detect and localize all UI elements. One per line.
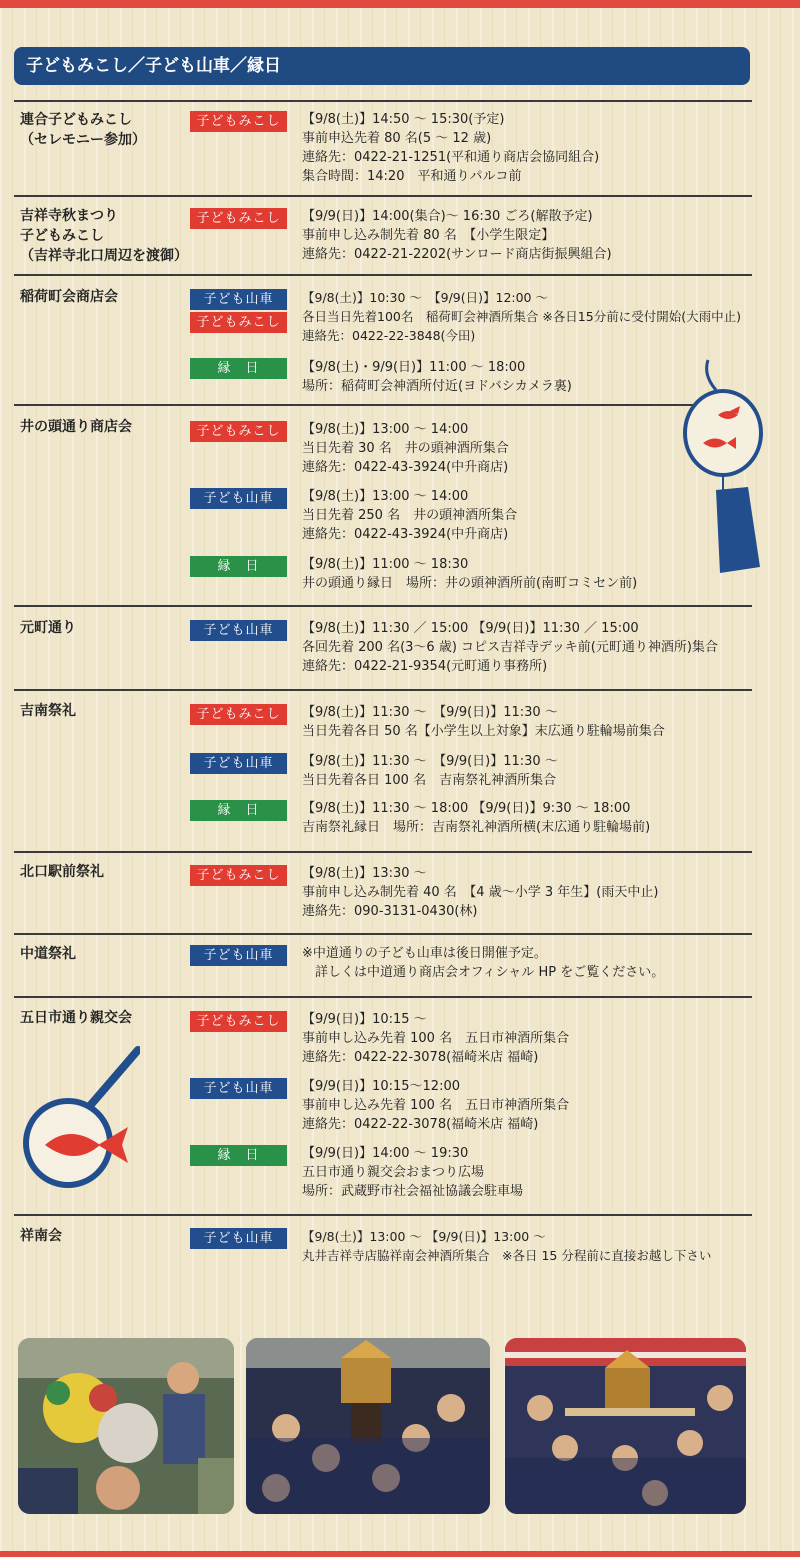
org-name: 北口駅前祭礼 bbox=[20, 864, 104, 880]
divider bbox=[14, 100, 752, 102]
festival-photo bbox=[18, 1338, 234, 1514]
event-info: 【9/8(土)】11:30 〜 【9/9(日)】11:30 〜 当日先着各日 50 名【小学生以上対象】末広通り駐輪場前集合 bbox=[302, 705, 665, 739]
event-info: 【9/8(土)・9/9(日)】11:00 〜 18:00 場所：稲荷町会神酒所付近(ヨドバシカメラ裏) bbox=[302, 360, 572, 394]
badge-kodomo-mikoshi: 子どもみこし bbox=[190, 704, 287, 725]
top-accent-bar bbox=[0, 0, 800, 8]
divider bbox=[14, 195, 752, 197]
badge-ennichi: 縁 日 bbox=[190, 556, 287, 577]
badge-ennichi: 縁 日 bbox=[190, 800, 287, 821]
badge-kodomo-mikoshi: 子どもみこし bbox=[190, 312, 287, 333]
divider bbox=[14, 689, 752, 691]
divider bbox=[14, 605, 752, 607]
badge-kodomo-dashi: 子ども山車 bbox=[190, 488, 287, 509]
event-info: 【9/8(土)】11:30 〜 【9/9(日)】11:30 〜 当日先着各日 100 名 吉南祭礼神酒所集合 bbox=[302, 754, 558, 788]
event-info: 【9/8(土)】13:00 〜 14:00 当日先着 30 名 井の頭神酒所集合 連絡先：0422-43-3924(中升商店) bbox=[302, 422, 509, 475]
event-info: 【9/8(土)】11:00 〜 18:30 井の頭通り縁日 場所：井の頭神酒所前(南町コミセン前) bbox=[302, 557, 638, 591]
bottom-accent-bar bbox=[0, 1551, 800, 1557]
divider bbox=[14, 1214, 752, 1216]
event-info: 【9/8(土)】11:30 ／ 15:00 【9/9(日)】11:30 ／ 15:00 各回先着 200 名(3〜6 歳) コピス吉祥寺デッキ前(元町通り神酒所)集合 連絡先：0422-21-9354(元町通り事務所) bbox=[302, 621, 718, 674]
badge-kodomo-dashi: 子ども山車 bbox=[190, 289, 287, 310]
section-title: 子どもみこし／子ども山車／縁日 bbox=[14, 47, 750, 85]
event-info: 【9/9(日)】14:00 〜 19:30 五日市通り親交会おまつり広場 場所：武蔵野市社会福祉協議会駐車場 bbox=[302, 1146, 524, 1199]
event-info: 【9/8(土)】13:00 〜 14:00 当日先着 250 名 井の頭神酒所集合 連絡先：0422-43-3924(中升商店) bbox=[302, 489, 518, 542]
badge-kodomo-dashi: 子ども山車 bbox=[190, 1078, 287, 1099]
badge-kodomo-dashi: 子ども山車 bbox=[190, 945, 287, 966]
org-name: 吉祥寺秋まつり 子どもみこし （吉祥寺北口周辺を渡御） bbox=[20, 208, 188, 264]
divider bbox=[14, 404, 752, 406]
org-name: 元町通り bbox=[20, 620, 76, 636]
event-info: ※中道通りの子ども山車は後日開催予定。 詳しくは中道通り商店会オフィシャル HP をご覧ください。 bbox=[302, 946, 665, 980]
event-info: 【9/8(土)】13:00 〜 【9/9(日)】13:00 〜 丸井吉祥寺店脇祥南会神酒所集合 ※各日 15 分程前に直接お越し下さい bbox=[302, 1229, 712, 1263]
event-info: 【9/9(日)】14:00(集合)〜 16:30 ごろ(解散予定) 事前申し込み制先着 80 名 【小学生限定】 連絡先：0422-21-2202(サンロード商店街振興組合) bbox=[302, 209, 612, 262]
festival-photo bbox=[505, 1338, 746, 1514]
badge-kodomo-mikoshi: 子どもみこし bbox=[190, 421, 287, 442]
badge-kodomo-mikoshi: 子どもみこし bbox=[190, 865, 287, 886]
badge-kodomo-mikoshi: 子どもみこし bbox=[190, 111, 287, 132]
event-info: 【9/8(土)】14:50 〜 15:30(予定) 事前申込先着 80 名(5 〜 12 歳) 連絡先：0422-21-1251(平和通り商店会協同組合) 集合時間：14:20 平和通りパルコ前 bbox=[302, 112, 600, 184]
divider bbox=[14, 274, 752, 276]
wind-chime-icon bbox=[678, 355, 788, 575]
divider bbox=[14, 851, 752, 853]
festival-photo bbox=[246, 1338, 490, 1514]
event-info: 【9/9(日)】10:15 〜 事前申し込み先着 100 名 五日市神酒所集合 連絡先：0422-22-3078(福崎米店 福崎) bbox=[302, 1012, 570, 1065]
event-info: 【9/9(日)】10:15〜12:00 事前申し込み先着 100 名 五日市神酒所集合 連絡先：0422-22-3078(福崎米店 福崎) bbox=[302, 1079, 570, 1132]
badge-kodomo-dashi: 子ども山車 bbox=[190, 620, 287, 641]
event-info: 【9/8(土)】13:30 〜 事前申し込み制先着 40 名 【4 歳〜小学 3 年生】(雨天中止) 連絡先：090-3131-0430(林) bbox=[302, 866, 659, 919]
badge-kodomo-mikoshi: 子どもみこし bbox=[190, 1011, 287, 1032]
org-name: 中道祭礼 bbox=[20, 946, 76, 962]
org-name: 井の頭通り商店会 bbox=[20, 419, 132, 435]
org-name: 連合子どもみこし （セレモニー参加） bbox=[20, 112, 146, 148]
divider bbox=[14, 933, 752, 935]
badge-ennichi: 縁 日 bbox=[190, 1145, 287, 1166]
event-info: 【9/8(土)】11:30 〜 18:00 【9/9(日)】9:30 〜 18:00 吉南祭礼縁日 場所：吉南祭礼神酒所横(末広通り駐輪場前) bbox=[302, 801, 651, 835]
event-info: 【9/8(土)】10:30 〜 【9/9(日)】12:00 〜 各日当日先着100名 稲荷町会神酒所集合 ※各日15分前に受付開始(大雨中止) 連絡先：0422-22-3848(今田) bbox=[302, 290, 741, 343]
org-name: 稲荷町会商店会 bbox=[20, 289, 118, 305]
org-name: 祥南会 bbox=[20, 1228, 62, 1244]
badge-ennichi: 縁 日 bbox=[190, 358, 287, 379]
org-name: 吉南祭礼 bbox=[20, 703, 76, 719]
org-name: 五日市通り親交会 bbox=[20, 1010, 132, 1026]
badge-kodomo-mikoshi: 子どもみこし bbox=[190, 208, 287, 229]
badge-kodomo-dashi: 子ども山車 bbox=[190, 1228, 287, 1249]
badge-kodomo-dashi: 子ども山車 bbox=[190, 753, 287, 774]
goldfish-net-icon bbox=[10, 1045, 140, 1190]
divider bbox=[14, 996, 752, 998]
